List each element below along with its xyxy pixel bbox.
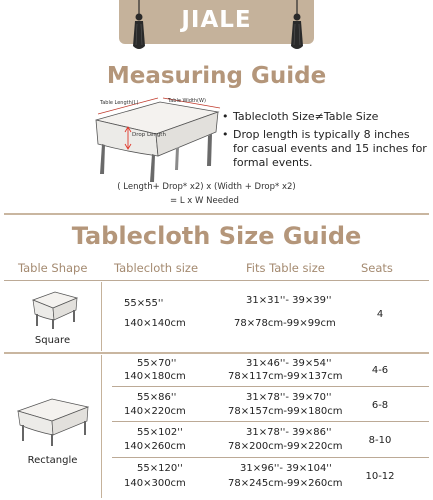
- brand-name: JIALE: [181, 7, 252, 33]
- bullet-icon: •: [222, 128, 229, 141]
- formula-line: ( Length+ Drop* x2) x (Width + Drop* x2): [117, 182, 296, 192]
- square-shape-cell: [4, 282, 102, 351]
- fits-size-cm: 78×200cm-99×220cm: [228, 441, 343, 452]
- fits-size-inches: 31×46''- 39×54'': [246, 358, 332, 369]
- header-fits-table-size: Fits Table size: [246, 261, 325, 275]
- measuring-guide-title: Measuring Guide: [106, 63, 327, 89]
- size-table-header: [0, 258, 433, 278]
- tassel-left-icon: [128, 0, 150, 52]
- drop-length-label: Drop Length: [132, 132, 166, 138]
- note-item: [222, 110, 427, 124]
- fits-size-cm: 78×117cm-99×137cm: [228, 371, 343, 382]
- cloth-size-inches: 55×120'': [137, 463, 183, 474]
- cloth-size-cm: 140×140cm: [124, 318, 186, 329]
- header-divider: [4, 280, 429, 281]
- rectangle-shape-cell: [4, 355, 102, 498]
- square-label: Square: [34, 335, 71, 346]
- note-text: Drop length is typically 8 inches for casual events and 15 inches for formal events.: [233, 128, 427, 169]
- cloth-size-inches: 55×70'': [137, 358, 177, 369]
- size-guide-title: Tablecloth Size Guide: [71, 222, 362, 250]
- header-tablecloth-size: Tablecloth size: [114, 261, 199, 275]
- row-divider: [112, 457, 429, 458]
- fits-size-inches: 31×78''- 39×70'': [246, 392, 332, 403]
- tassel-right-icon: [286, 0, 308, 52]
- section-divider: [4, 213, 429, 215]
- note-item: [222, 128, 427, 170]
- cloth-size-cm: 140×260cm: [124, 441, 186, 452]
- fits-size-inches: 31×78''- 39×86'': [246, 427, 332, 438]
- cloth-size-cm: 140×300cm: [124, 478, 186, 489]
- fits-size-cm: 78×245cm-99×260cm: [228, 478, 343, 489]
- row-divider: [112, 421, 429, 422]
- rectangle-label: Rectangle: [27, 455, 78, 466]
- seats-value: 8-10: [368, 435, 392, 446]
- fits-size-cm: 78×78cm-99×99cm: [234, 318, 336, 329]
- header-table-shape: Table Shape: [18, 261, 88, 275]
- seats-value: 10-12: [365, 471, 395, 482]
- rectangle-tablecloth-icon: [12, 393, 92, 447]
- seats-value: 6-8: [371, 400, 389, 411]
- cloth-size-cm: 140×180cm: [124, 371, 186, 382]
- fits-size-cm: 78×157cm-99×180cm: [228, 406, 343, 417]
- row-divider: [112, 386, 429, 387]
- formula-result: = L x W Needed: [170, 196, 239, 206]
- fits-size-inches: 31×96''- 39×104'': [240, 463, 332, 474]
- note-text: Tablecloth Size≠Table Size: [233, 110, 379, 123]
- bullet-icon: •: [222, 110, 229, 123]
- header-seats: Seats: [361, 261, 393, 275]
- table-measurement-diagram: [68, 94, 228, 186]
- fits-size-inches: 31×31''- 39×39'': [246, 295, 332, 306]
- table-width-label: Table Width(W): [168, 98, 206, 104]
- table-length-label: Table Length(L): [100, 100, 139, 106]
- square-tablecloth-icon: [23, 286, 83, 330]
- measuring-notes: [222, 110, 427, 170]
- seats-value: 4: [376, 309, 384, 320]
- cloth-size-inches: 55×86'': [137, 392, 177, 403]
- seats-value: 4-6: [371, 365, 389, 376]
- cloth-size-cm: 140×220cm: [124, 406, 186, 417]
- cloth-size-inches: 55×55'': [124, 298, 164, 309]
- section-divider: [4, 352, 429, 354]
- cloth-size-inches: 55×102'': [137, 427, 183, 438]
